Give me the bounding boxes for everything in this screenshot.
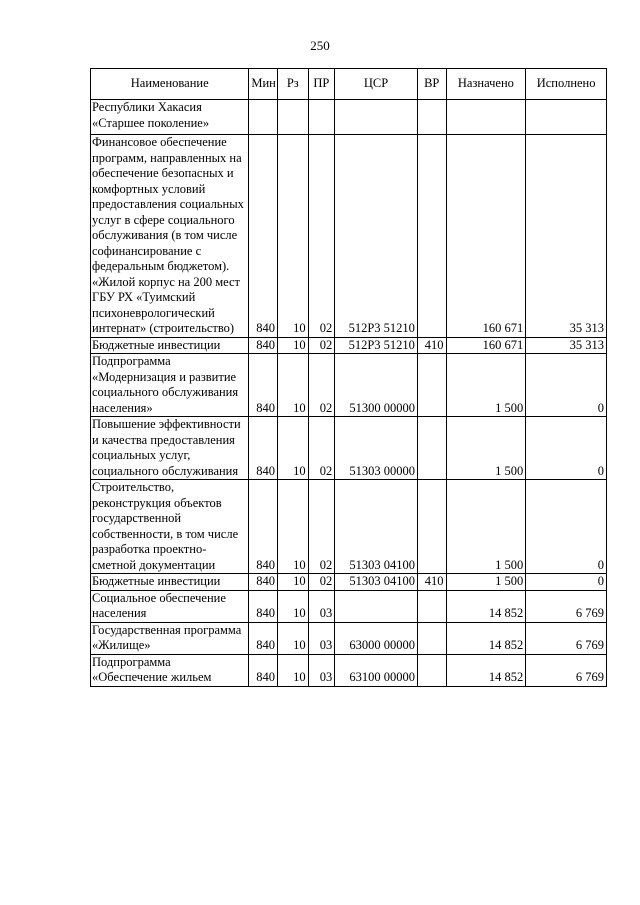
table-row <box>91 135 607 338</box>
row-pr <box>308 100 335 135</box>
row-rz: 10 <box>277 480 308 574</box>
row-name: Финансовое обеспечение программ, направленных на обеспечение безопасных и комфортных условий предоставления социальных услуг в сфере социального обслуживания (в том числе софинансирование с федеральным бюджетом). «Жилой корпус на 200 мест ГБУ РХ «Туимский психоневрологический интернат» (строительство) <box>91 135 249 338</box>
row-pr: 03 <box>308 590 335 622</box>
row-rz: 10 <box>277 135 308 338</box>
budget-table <box>90 68 607 687</box>
row-csr <box>335 590 418 622</box>
row-csr: 512Р3 51210 <box>335 135 418 338</box>
row-naznacheno: 14 852 <box>446 622 526 654</box>
row-name: Государственная программа «Жилище» <box>91 622 249 654</box>
table-row <box>91 100 607 135</box>
row-csr: 63000 00000 <box>335 622 418 654</box>
header-ispolneno: Исполнено <box>526 69 607 100</box>
row-min: 840 <box>249 480 278 574</box>
row-name: Социальное обеспечение населения <box>91 590 249 622</box>
row-naznacheno: 160 671 <box>446 135 526 338</box>
row-name: Подпрограмма «Модернизация и развитие социального обслуживания населения» <box>91 354 249 417</box>
row-naznacheno: 14 852 <box>446 590 526 622</box>
row-vr <box>417 590 446 622</box>
table-row <box>91 480 607 574</box>
row-min: 840 <box>249 590 278 622</box>
row-ispolneno: 35 313 <box>526 135 607 338</box>
row-vr <box>417 354 446 417</box>
table-row <box>91 654 607 686</box>
row-vr <box>417 417 446 480</box>
row-pr: 02 <box>308 354 335 417</box>
row-name: Бюджетные инвестиции <box>91 337 249 354</box>
row-pr: 02 <box>308 337 335 354</box>
row-csr <box>335 100 418 135</box>
row-name: Республики Хакасия «Старшее поколение» <box>91 100 249 135</box>
row-naznacheno <box>446 100 526 135</box>
table-header-row <box>91 69 607 100</box>
header-naznacheno: Назначено <box>446 69 526 100</box>
table-row <box>91 337 607 354</box>
row-naznacheno: 14 852 <box>446 654 526 686</box>
header-pr: ПР <box>308 69 335 100</box>
row-name: Строительство, реконструкция объектов государственной собственности, в том числе разработка проектно-сметной документации <box>91 480 249 574</box>
row-pr: 02 <box>308 480 335 574</box>
table-row <box>91 590 607 622</box>
row-min: 840 <box>249 135 278 338</box>
row-rz: 10 <box>277 622 308 654</box>
row-rz: 10 <box>277 654 308 686</box>
row-name: Бюджетные инвестиции <box>91 574 249 591</box>
table-row <box>91 622 607 654</box>
table-row <box>91 354 607 417</box>
row-pr: 02 <box>308 135 335 338</box>
row-naznacheno: 1 500 <box>446 417 526 480</box>
row-vr <box>417 480 446 574</box>
row-pr: 02 <box>308 417 335 480</box>
row-pr: 02 <box>308 574 335 591</box>
row-ispolneno: 35 313 <box>526 337 607 354</box>
row-rz: 10 <box>277 574 308 591</box>
row-csr: 63100 00000 <box>335 654 418 686</box>
page-number: 250 <box>310 38 330 53</box>
row-naznacheno: 160 671 <box>446 337 526 354</box>
row-naznacheno: 1 500 <box>446 574 526 591</box>
table-row <box>91 417 607 480</box>
row-min: 840 <box>249 654 278 686</box>
row-ispolneno: 6 769 <box>526 654 607 686</box>
header-rz: Рз <box>277 69 308 100</box>
row-csr: 512Р3 51210 <box>335 337 418 354</box>
row-csr: 51300 00000 <box>335 354 418 417</box>
row-min: 840 <box>249 574 278 591</box>
table-row <box>91 574 607 591</box>
row-ispolneno: 0 <box>526 354 607 417</box>
row-rz: 10 <box>277 590 308 622</box>
header-min: Мин <box>249 69 278 100</box>
row-csr: 51303 04100 <box>335 480 418 574</box>
row-ispolneno: 6 769 <box>526 622 607 654</box>
row-ispolneno: 0 <box>526 574 607 591</box>
row-ispolneno: 6 769 <box>526 590 607 622</box>
header-vr: ВР <box>417 69 446 100</box>
row-vr <box>417 654 446 686</box>
row-vr <box>417 622 446 654</box>
header-csr: ЦСР <box>335 69 418 100</box>
row-rz <box>277 100 308 135</box>
header-name: Наименование <box>91 69 249 100</box>
row-naznacheno: 1 500 <box>446 480 526 574</box>
row-ispolneno <box>526 100 607 135</box>
row-min <box>249 100 278 135</box>
row-csr: 51303 04100 <box>335 574 418 591</box>
row-vr: 410 <box>417 337 446 354</box>
row-csr: 51303 00000 <box>335 417 418 480</box>
row-name: Подпрограмма «Обеспечение жильем <box>91 654 249 686</box>
row-min: 840 <box>249 622 278 654</box>
row-rz: 10 <box>277 337 308 354</box>
row-pr: 03 <box>308 622 335 654</box>
row-naznacheno: 1 500 <box>446 354 526 417</box>
row-vr: 410 <box>417 574 446 591</box>
row-pr: 03 <box>308 654 335 686</box>
row-vr <box>417 135 446 338</box>
row-ispolneno: 0 <box>526 480 607 574</box>
row-min: 840 <box>249 354 278 417</box>
row-name: Повышение эффективности и качества предоставления социальных услуг, социального обслуживания <box>91 417 249 480</box>
row-ispolneno: 0 <box>526 417 607 480</box>
row-vr <box>417 100 446 135</box>
row-min: 840 <box>249 337 278 354</box>
row-min: 840 <box>249 417 278 480</box>
row-rz: 10 <box>277 417 308 480</box>
row-rz: 10 <box>277 354 308 417</box>
